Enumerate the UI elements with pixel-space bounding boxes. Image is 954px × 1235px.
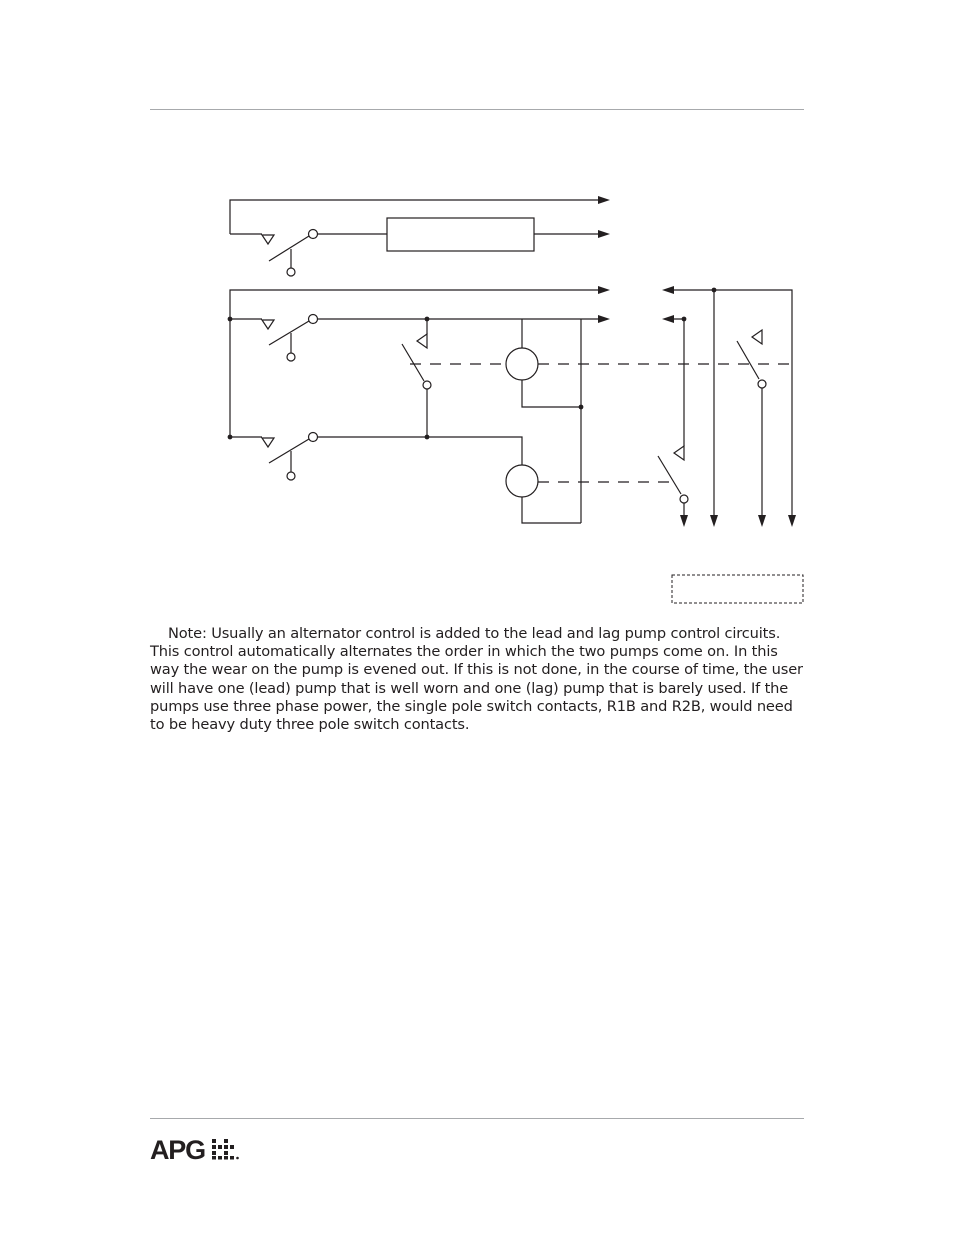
logo-grid-icon [212, 1139, 239, 1160]
arrow-heads [598, 196, 796, 527]
alternator-box [672, 575, 803, 603]
apg-logo [150, 1136, 240, 1162]
relay-coil-2 [506, 465, 538, 497]
footer-rule [150, 1118, 804, 1119]
pump-control-circuit [230, 290, 792, 523]
logo-text: APG [150, 1136, 205, 1162]
alarm-circuit [230, 200, 602, 276]
relay-coil-1 [506, 348, 538, 380]
alarm-box [387, 218, 534, 251]
note-paragraph: Note: Usually an alternator control is added to the lead and lag pump control circuits. This control automatically alternates the order in which the two pumps come on. In this way the wear on the pump is evened out. If this is not done, in the course of time, the user will have one (lead) pump that is well worn and one (lag) pump that is barely used. If the pumps use three phase power, the single pole switch contacts, R1B and R2B, would need to be heavy duty three pole switch contacts. [150, 625, 803, 734]
